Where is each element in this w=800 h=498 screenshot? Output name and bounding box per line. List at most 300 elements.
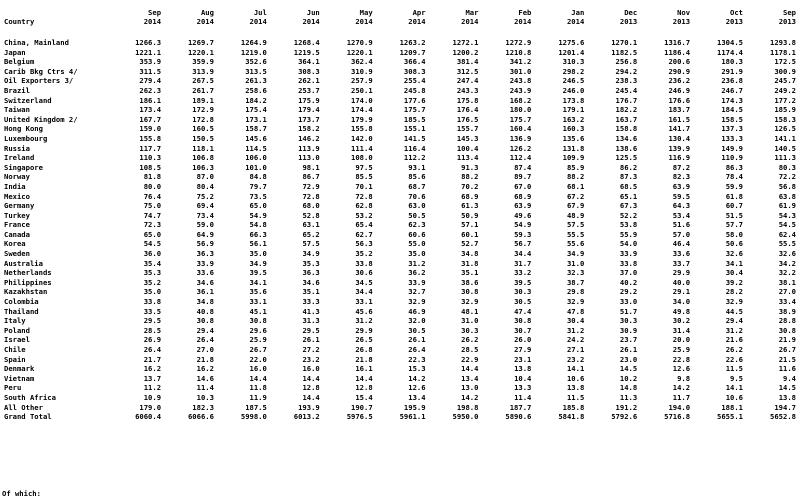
value-cell: 14.4 xyxy=(249,373,267,383)
country-name: Germany xyxy=(4,201,35,211)
table-row xyxy=(2,249,798,259)
value-cell: 50.9 xyxy=(461,210,479,220)
value-cell: 53.4 xyxy=(672,210,691,220)
value-cell: 198.8 xyxy=(456,402,479,412)
month-column-header xyxy=(533,4,586,26)
country-name: Australia xyxy=(4,258,43,268)
value-cell: 33.9 xyxy=(408,277,426,287)
header-spacer xyxy=(2,26,798,38)
value-cell: 31.2 xyxy=(408,258,426,268)
value-cell: 32.2 xyxy=(778,268,796,278)
value-cell: 63.9 xyxy=(514,201,532,211)
value-cell: 59.9 xyxy=(725,181,743,191)
value-cell: 195.9 xyxy=(403,402,426,412)
value-cell: 63.8 xyxy=(778,191,796,201)
header-year: 2014 xyxy=(355,16,373,26)
value-cell: 183.7 xyxy=(668,105,691,115)
value-cell: 30.3 xyxy=(619,316,638,326)
country-name: Sweden xyxy=(4,249,30,259)
value-cell: 80.3 xyxy=(778,162,796,172)
value-cell: 155.1 xyxy=(403,124,426,134)
value-cell: 36.0 xyxy=(143,249,162,259)
value-cell: 113.0 xyxy=(298,153,320,163)
value-cell: 1178.1 xyxy=(770,47,796,57)
value-cell: 155.8 xyxy=(139,133,162,143)
value-cell: 50.6 xyxy=(725,239,743,249)
value-cell: 279.4 xyxy=(139,76,162,86)
month-column-header xyxy=(375,4,428,26)
value-cell: 54.8 xyxy=(249,220,267,230)
value-cell: 133.3 xyxy=(721,133,743,143)
table-row xyxy=(2,48,798,58)
value-cell: 85.9 xyxy=(566,162,585,172)
value-cell: 34.9 xyxy=(566,249,585,259)
value-cell: 59.5 xyxy=(672,191,691,201)
value-cell: 141.7 xyxy=(668,124,691,134)
value-cell: 54.9 xyxy=(514,220,532,230)
value-cell: 13.3 xyxy=(514,383,532,393)
value-cell: 34.6 xyxy=(196,277,214,287)
header-year: 2014 xyxy=(514,16,532,26)
value-cell: 236.2 xyxy=(668,76,691,86)
value-cell: 21.6 xyxy=(725,335,743,345)
value-cell: 1266.3 xyxy=(135,38,162,47)
value-cell: 66.3 xyxy=(249,229,267,239)
value-cell: 6013.2 xyxy=(293,412,320,422)
value-cell: 21.9 xyxy=(778,335,796,345)
value-cell: 247.4 xyxy=(456,76,479,86)
value-cell: 1210.8 xyxy=(505,47,532,57)
country-name: Kazakhstan xyxy=(4,287,48,297)
value-cell: 160.4 xyxy=(509,124,532,134)
country-name: Belgium xyxy=(4,57,35,67)
value-cell: 5976.5 xyxy=(346,412,373,422)
footnote: Of which: xyxy=(2,490,41,498)
value-cell: 236.8 xyxy=(721,76,743,86)
value-cell: 158.5 xyxy=(721,114,743,124)
value-cell: 1272.9 xyxy=(505,38,532,47)
value-cell: 173.4 xyxy=(139,105,162,115)
value-cell: 32.7 xyxy=(408,287,426,297)
value-cell: 33.8 xyxy=(355,258,373,268)
value-cell: 14.4 xyxy=(461,364,479,374)
table-row xyxy=(2,345,798,355)
value-cell: 26.4 xyxy=(196,335,214,345)
value-cell: 33.0 xyxy=(619,297,638,307)
value-cell: 1270.1 xyxy=(611,38,638,47)
value-cell: 23.1 xyxy=(514,354,532,364)
value-cell: 160.5 xyxy=(192,124,214,134)
value-cell: 26.5 xyxy=(355,335,373,345)
value-cell: 243.8 xyxy=(509,76,532,86)
value-cell: 1182.5 xyxy=(611,47,638,57)
value-cell: 67.2 xyxy=(566,191,585,201)
value-cell: 78.4 xyxy=(725,172,743,182)
value-cell: 54.5 xyxy=(143,239,162,249)
value-cell: 13.8 xyxy=(566,383,585,393)
value-cell: 81.8 xyxy=(143,172,162,182)
value-cell: 1316.7 xyxy=(664,38,691,47)
value-cell: 243.9 xyxy=(509,85,532,95)
value-cell: 186.1 xyxy=(139,95,162,105)
value-cell: 41.3 xyxy=(302,306,320,316)
country-name: Grand Total xyxy=(4,412,52,422)
value-cell: 250.1 xyxy=(351,85,373,95)
value-cell: 14.5 xyxy=(778,383,796,393)
value-cell: 5652.8 xyxy=(770,412,796,422)
country-name: France xyxy=(4,220,30,230)
value-cell: 108.5 xyxy=(139,162,162,172)
table-body xyxy=(2,26,798,422)
value-cell: 65.0 xyxy=(249,201,267,211)
value-cell: 33.1 xyxy=(249,297,267,307)
country-name: Singapore xyxy=(4,162,43,172)
value-cell: 176.4 xyxy=(456,105,479,115)
value-cell: 62.4 xyxy=(778,229,796,239)
table-row xyxy=(2,144,798,154)
value-cell: 112.2 xyxy=(403,153,426,163)
value-cell: 308.3 xyxy=(403,66,426,76)
value-cell: 27.9 xyxy=(514,345,532,354)
spacer-cell xyxy=(2,26,798,38)
month-column-header xyxy=(586,4,639,26)
value-cell: 30.4 xyxy=(566,316,585,326)
month-column-header xyxy=(639,4,692,26)
value-cell: 86.7 xyxy=(302,172,320,182)
value-cell: 45.6 xyxy=(355,306,373,316)
value-cell: 30.8 xyxy=(778,325,796,335)
value-cell: 138.6 xyxy=(615,143,638,153)
value-cell: 56.9 xyxy=(196,239,214,249)
country-name: Ireland xyxy=(4,153,35,163)
value-cell: 5890.6 xyxy=(505,412,532,422)
value-cell: 56.8 xyxy=(778,181,796,191)
value-cell: 68.7 xyxy=(408,181,426,191)
table-row xyxy=(2,38,798,48)
header-year: 2014 xyxy=(249,16,267,26)
value-cell: 22.3 xyxy=(408,354,426,364)
value-cell: 294.2 xyxy=(615,66,638,76)
value-cell: 73.4 xyxy=(196,210,214,220)
value-cell: 13.8 xyxy=(778,392,796,402)
value-cell: 106.8 xyxy=(192,153,214,163)
header-month: Mar xyxy=(465,8,479,17)
value-cell: 15.4 xyxy=(355,392,373,402)
value-cell: 126.5 xyxy=(774,124,796,134)
value-cell: 87.2 xyxy=(672,162,691,172)
value-cell: 27.0 xyxy=(196,345,214,354)
value-cell: 13.4 xyxy=(408,392,426,402)
value-cell: 31.4 xyxy=(672,325,691,335)
value-cell: 32.6 xyxy=(778,249,796,259)
value-cell: 61.3 xyxy=(461,201,479,211)
value-cell: 26.1 xyxy=(619,345,638,354)
value-cell: 155.8 xyxy=(351,124,373,134)
country-name: Thailand xyxy=(4,306,39,316)
value-cell: 14.8 xyxy=(619,383,638,393)
country-name: Chile xyxy=(4,345,26,354)
header-month: Aug xyxy=(200,8,214,17)
value-cell: 72.8 xyxy=(355,191,373,201)
value-cell: 243.3 xyxy=(456,85,479,95)
value-cell: 116.9 xyxy=(668,153,691,163)
table-row xyxy=(2,383,798,393)
value-cell: 33.5 xyxy=(143,306,162,316)
value-cell: 11.7 xyxy=(672,392,691,402)
value-cell: 53.2 xyxy=(355,210,373,220)
table-row xyxy=(2,134,798,144)
country-name: Denmark xyxy=(4,364,35,374)
value-cell: 68.9 xyxy=(461,191,479,201)
value-cell: 256.8 xyxy=(615,57,638,67)
value-cell: 47.4 xyxy=(514,306,532,316)
value-cell: 26.7 xyxy=(778,345,796,354)
table-row xyxy=(2,96,798,106)
table-row xyxy=(2,326,798,336)
value-cell: 23.2 xyxy=(566,354,585,364)
value-cell: 146.2 xyxy=(298,133,320,143)
value-cell: 238.3 xyxy=(615,76,638,86)
value-cell: 163.7 xyxy=(615,114,638,124)
month-column-header xyxy=(745,4,798,26)
value-cell: 20.0 xyxy=(672,335,691,345)
value-cell: 149.9 xyxy=(721,143,743,153)
value-cell: 34.9 xyxy=(302,249,320,259)
value-cell: 39.5 xyxy=(249,268,267,278)
month-column-header xyxy=(216,4,269,26)
value-cell: 1174.4 xyxy=(717,47,743,57)
value-cell: 25.9 xyxy=(672,345,691,354)
value-cell: 34.4 xyxy=(355,287,373,297)
value-cell: 26.4 xyxy=(143,345,162,354)
value-cell: 29.2 xyxy=(619,287,638,297)
value-cell: 39.2 xyxy=(725,277,743,287)
value-cell: 36.3 xyxy=(302,268,320,278)
country-name: Netherlands xyxy=(4,268,52,278)
table-row xyxy=(2,335,798,345)
value-cell: 6066.6 xyxy=(187,412,214,422)
value-cell: 14.1 xyxy=(566,364,585,374)
value-cell: 246.0 xyxy=(562,85,585,95)
value-cell: 26.4 xyxy=(408,345,426,354)
value-cell: 60.1 xyxy=(461,229,479,239)
header-year: 2014 xyxy=(302,16,320,26)
table-row xyxy=(2,115,798,125)
value-cell: 5655.1 xyxy=(717,412,743,422)
value-cell: 52.8 xyxy=(302,210,320,220)
value-cell: 32.3 xyxy=(566,268,585,278)
value-cell: 245.8 xyxy=(403,85,426,95)
value-cell: 246.9 xyxy=(668,85,691,95)
value-cell: 310.3 xyxy=(562,57,585,67)
value-cell: 1220.1 xyxy=(346,47,373,57)
value-cell: 57.7 xyxy=(725,220,743,230)
value-cell: 35.3 xyxy=(143,268,162,278)
value-cell: 189.1 xyxy=(192,95,214,105)
value-cell: 261.3 xyxy=(245,76,267,86)
value-cell: 13.0 xyxy=(461,383,479,393)
header-year: 2013 xyxy=(725,16,743,26)
table-row xyxy=(2,307,798,317)
value-cell: 54.9 xyxy=(249,210,267,220)
value-cell: 35.1 xyxy=(302,287,320,297)
value-cell: 38.9 xyxy=(778,306,796,316)
value-cell: 72.2 xyxy=(778,172,796,182)
value-cell: 29.1 xyxy=(672,287,691,297)
value-cell: 172.8 xyxy=(192,114,214,124)
value-cell: 67.0 xyxy=(514,181,532,191)
value-cell: 61.8 xyxy=(725,191,743,201)
value-cell: 179.1 xyxy=(562,105,585,115)
value-cell: 31.0 xyxy=(566,258,585,268)
value-cell: 131.8 xyxy=(562,143,585,153)
country-name: Taiwan xyxy=(4,105,30,115)
value-cell: 67.3 xyxy=(619,201,638,211)
value-cell: 55.5 xyxy=(778,239,796,249)
value-cell: 34.5 xyxy=(355,277,373,287)
value-cell: 1221.1 xyxy=(135,47,162,57)
value-cell: 177.6 xyxy=(403,95,426,105)
table-row xyxy=(2,57,798,67)
month-column-header xyxy=(692,4,745,26)
value-cell: 177.2 xyxy=(774,95,796,105)
value-cell: 57.0 xyxy=(672,229,691,239)
value-cell: 31.3 xyxy=(302,316,320,326)
value-cell: 168.2 xyxy=(509,95,532,105)
value-cell: 40.8 xyxy=(196,306,214,316)
value-cell: 23.7 xyxy=(619,335,638,345)
value-cell: 145.3 xyxy=(456,133,479,143)
value-cell: 193.9 xyxy=(298,402,320,412)
value-cell: 31.8 xyxy=(461,258,479,268)
value-cell: 1268.4 xyxy=(293,38,320,47)
value-cell: 31.2 xyxy=(566,325,585,335)
country-name: Norway xyxy=(4,172,30,182)
value-cell: 16.1 xyxy=(355,364,373,374)
value-cell: 30.3 xyxy=(514,287,532,297)
value-cell: 113.9 xyxy=(298,143,320,153)
value-cell: 182.2 xyxy=(615,105,638,115)
value-cell: 34.8 xyxy=(196,297,214,307)
value-cell: 34.0 xyxy=(672,297,691,307)
table-row xyxy=(2,355,798,365)
value-cell: 313.5 xyxy=(245,66,267,76)
country-name: India xyxy=(4,181,26,191)
value-cell: 179.0 xyxy=(139,402,162,412)
value-cell: 56.1 xyxy=(249,239,267,249)
value-cell: 76.4 xyxy=(143,191,162,201)
value-cell: 27.2 xyxy=(302,345,320,354)
table-row xyxy=(2,278,798,288)
value-cell: 9.5 xyxy=(730,373,743,383)
value-cell: 30.5 xyxy=(514,297,532,307)
value-cell: 174.4 xyxy=(351,105,373,115)
value-cell: 87.0 xyxy=(196,172,214,182)
country-name: Spain xyxy=(4,354,26,364)
value-cell: 180.0 xyxy=(509,105,532,115)
value-cell: 26.2 xyxy=(725,345,743,354)
value-cell: 1201.4 xyxy=(558,47,585,57)
value-cell: 32.0 xyxy=(408,316,426,326)
value-cell: 46.4 xyxy=(672,239,691,249)
value-cell: 63.9 xyxy=(672,181,691,191)
value-cell: 26.0 xyxy=(514,335,532,345)
value-cell: 65.1 xyxy=(619,191,638,201)
value-cell: 114.5 xyxy=(245,143,267,153)
value-cell: 106.3 xyxy=(192,162,214,172)
value-cell: 175.7 xyxy=(509,114,532,124)
value-cell: 136.9 xyxy=(509,133,532,143)
value-cell: 182.3 xyxy=(192,402,214,412)
value-cell: 57.5 xyxy=(566,220,585,230)
value-cell: 21.7 xyxy=(143,354,162,364)
value-cell: 112.4 xyxy=(509,153,532,163)
value-cell: 54.0 xyxy=(619,239,638,249)
value-cell: 118.1 xyxy=(192,143,214,153)
value-cell: 97.5 xyxy=(355,162,373,172)
value-cell: 75.0 xyxy=(143,201,162,211)
value-cell: 14.2 xyxy=(672,383,691,393)
header-year: 2014 xyxy=(143,16,162,26)
value-cell: 246.5 xyxy=(562,76,585,86)
value-cell: 185.8 xyxy=(562,402,585,412)
value-cell: 1264.9 xyxy=(240,38,267,47)
value-cell: 35.0 xyxy=(408,249,426,259)
value-cell: 45.1 xyxy=(249,306,267,316)
month-column-header xyxy=(163,4,216,26)
value-cell: 26.9 xyxy=(143,335,162,345)
value-cell: 91.3 xyxy=(461,162,479,172)
table-row xyxy=(2,403,798,413)
value-cell: 32.9 xyxy=(461,297,479,307)
value-cell: 59.3 xyxy=(514,229,532,239)
value-cell: 34.8 xyxy=(461,249,479,259)
value-cell: 29.5 xyxy=(143,316,162,326)
value-cell: 34.9 xyxy=(249,258,267,268)
country-name: Israel xyxy=(4,335,30,345)
value-cell: 167.7 xyxy=(139,114,162,124)
value-cell: 258.6 xyxy=(245,85,267,95)
value-cell: 1186.4 xyxy=(664,47,691,57)
value-cell: 82.3 xyxy=(672,172,691,182)
value-cell: 22.8 xyxy=(672,354,691,364)
value-cell: 14.2 xyxy=(461,392,479,402)
header-year: 2013 xyxy=(778,16,796,26)
header-row xyxy=(2,4,798,26)
value-cell: 11.6 xyxy=(778,364,796,374)
value-cell: 35.2 xyxy=(143,277,162,287)
value-cell: 1209.7 xyxy=(399,47,426,57)
value-cell: 126.2 xyxy=(509,143,532,153)
value-cell: 52.2 xyxy=(619,210,638,220)
value-cell: 26.7 xyxy=(249,345,267,354)
value-cell: 173.1 xyxy=(245,114,267,124)
value-cell: 14.5 xyxy=(619,364,638,374)
value-cell: 74.7 xyxy=(143,210,162,220)
header-year: 2013 xyxy=(619,16,638,26)
month-column-header xyxy=(110,4,163,26)
value-cell: 38.1 xyxy=(778,277,796,287)
value-cell: 1270.9 xyxy=(346,38,373,47)
value-cell: 12.6 xyxy=(408,383,426,393)
value-cell: 87.4 xyxy=(514,162,532,172)
value-cell: 28.2 xyxy=(725,287,743,297)
value-cell: 67.9 xyxy=(566,201,585,211)
value-cell: 174.0 xyxy=(351,95,373,105)
header-year: 2014 xyxy=(566,16,585,26)
value-cell: 172.5 xyxy=(774,57,796,67)
value-cell: 11.9 xyxy=(249,392,267,402)
